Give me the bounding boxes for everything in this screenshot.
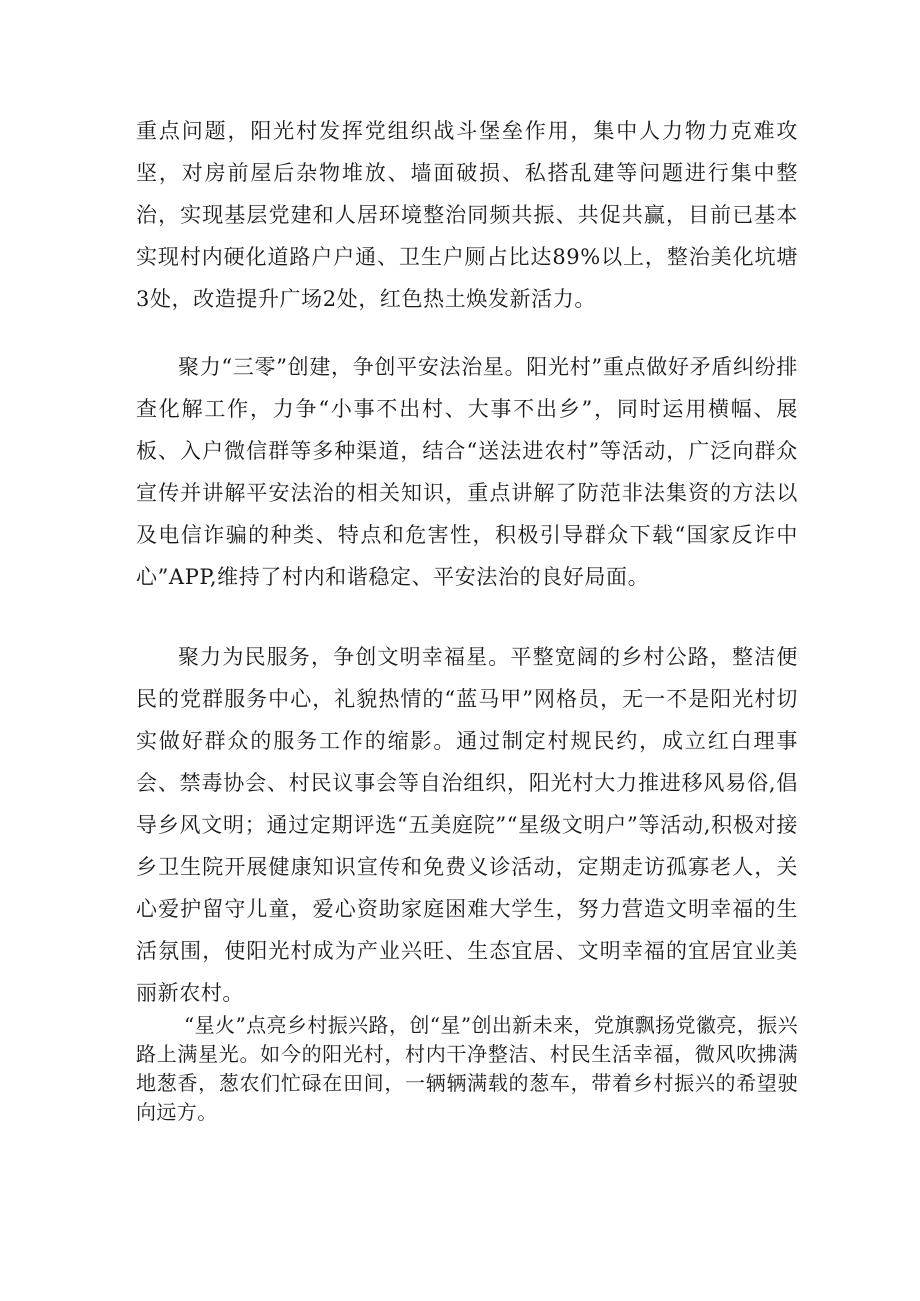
paragraph-environment-improvement: 重点问题，阳光村发挥党组织战斗堡垒作用，集中人力物力克难攻坚，对房前屋后杂物堆放、墙面破损、私搭乱建等问题进行集中整治，实现基层党建和人居环境整治同频共振、共促共赢，目前已基本实现村内硬化道路户户通、卫生户厕占比达89%以上，整治美化坑塘3处，改造提升广场2处，红色热土焕发新活力。: [136, 119, 798, 311]
paragraph-conclusion: “星火”点亮乡村振兴路，创“星”创出新未来，党旗飘扬党徽亮，振兴路上满星光。如今的阳光村，村内干净整洁、村民生活幸福，微风吹拂满地葱香，葱农们忙碌在田间，一辆辆满载的葱车，带着乡村振兴的希望驶向远方。: [136, 1013, 798, 1124]
paragraph-civilized-happiness: 聚力为民服务，争创文明幸福星。平整宽阔的乡村公路，整洁便民的党群服务中心，礼貌热情的“蓝马甲”网格员，无一不是阳光村切实做好群众的服务工作的缩影。通过制定村规民约，成立红白理事会、禁毒协会、村民议事会等自治组织，阳光村大力推进移风易俗,倡导乡风文明；通过定期评选“五美庭院”“星级文明户”等活动,积极对接乡卫生院开展健康知识宣传和免费义诊活动，定期走访孤寡老人，关心爱护留守儿童，爱心资助家庭困难大学生，努力营造文明幸福的生活氛围，使阳光村成为产业兴旺、生态宜居、文明幸福的宜居宜业美丽新农村。: [136, 645, 798, 1005]
paragraph-peace-rule-of-law: 聚力“三零”创建，争创平安法治星。阳光村”重点做好矛盾纠纷排查化解工作，力争“小事不出村、大事不出乡”，同时运用横幅、展板、入户微信群等多种渠道，结合“送法进农村”等活动，广泛向群众宣传并讲解平安法治的相关知识，重点讲解了防范非法集资的方法以及电信诈骗的种类、特点和危害性，积极引导群众下载“国家反诈中心”APP,维持了村内和谐稳定、平安法治的良好局面。: [136, 355, 798, 589]
